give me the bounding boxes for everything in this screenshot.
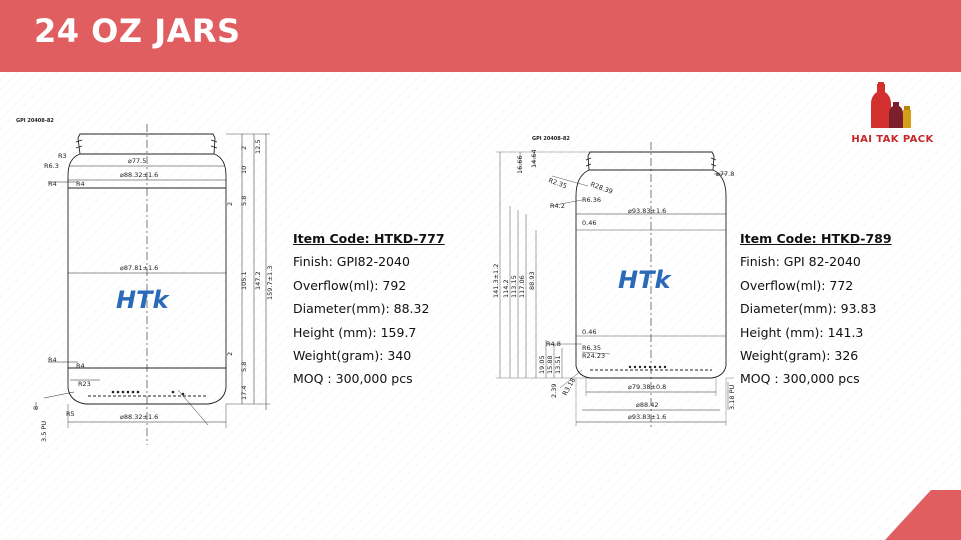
brand-name: HAI TAK PACK [851, 134, 934, 145]
dim-15-88: 15.88 [546, 355, 554, 374]
dim-r6-36: R6.36 [582, 196, 601, 204]
dim-3-5-pu: 3.5 PU [40, 420, 48, 442]
diameter-left: Diameter(mm): 88.32 [293, 301, 430, 317]
overflow-left: Overflow(ml): 792 [293, 277, 407, 293]
moq-right: MOQ : 300,000 pcs [740, 371, 860, 387]
dim-8: 8 [32, 405, 40, 410]
dim-5-8b: 5.8 [240, 361, 248, 372]
finish-label-right: GPI 20408-82 [532, 136, 570, 142]
dim-0-46a: 0.46 [582, 219, 597, 227]
dim-bottom-c: ⌀93.83±1.6 [628, 413, 667, 421]
item-code-right: Item Code: HTKD-789 [740, 231, 892, 246]
dim-shoulder-diameter-right: ⌀93.83±1.6 [628, 207, 667, 215]
finish-right: Finish: GPI 82-2040 [740, 254, 861, 270]
jar-left-specs [293, 227, 445, 391]
dim-159-7: 159.7±1.3 [266, 265, 274, 300]
height-left: Height (mm): 159.7 [293, 324, 417, 340]
dim-r4-2: R4.2 [550, 202, 565, 210]
dim-r63: R6.3 [44, 162, 59, 170]
dim-r4-8: R4.8 [546, 340, 561, 348]
page-title: 24 OZ JARS [34, 12, 241, 50]
dim-12-5: 12.5 [254, 139, 262, 154]
dim-r5: R5 [66, 410, 75, 418]
dim-2c: 2 [226, 351, 234, 356]
dim-147-2: 147.2 [254, 271, 262, 290]
dim-r24-23: R24.23 [582, 352, 606, 360]
dim-r4d: R4 [76, 362, 85, 370]
bottles-logo-icon [845, 82, 940, 132]
dim-17-4: 17.4 [240, 385, 248, 400]
weight-left: Weight(gram): 340 [293, 347, 412, 363]
dim-2b: 2 [226, 201, 234, 206]
dim-113-15: 113.15 [510, 275, 518, 298]
dim-0-46b: 0.46 [582, 328, 597, 336]
dim-r3-18: R3.18 [560, 376, 578, 397]
overflow-right: Overflow(ml): 772 [740, 277, 854, 293]
dim-r4c: R4 [48, 356, 57, 364]
dim-bottom-a: ⌀79.38±0.8 [628, 383, 667, 391]
dim-r3: R3 [58, 152, 67, 160]
jar-right-specs [740, 227, 892, 391]
jar-left-drawing [8, 110, 288, 455]
weight-right: Weight(gram): 326 [740, 347, 859, 363]
dim-3-18-pu: 3.18 PU [728, 384, 736, 410]
dim-105-1: 105.1 [240, 271, 248, 290]
hai-tak-pack-logo [845, 82, 940, 150]
dim-19-05: 19.05 [538, 355, 546, 374]
dim-body-diameter: ⌀87.81±1.6 [120, 264, 159, 272]
dim-5-8a: 5.8 [240, 195, 248, 206]
item-code-left: Item Code: HTKD-777 [293, 231, 445, 246]
height-right: Height (mm): 141.3 [740, 324, 864, 340]
dim-bottom-b: ⌀88.42 [636, 401, 659, 409]
title-banner [0, 0, 961, 72]
dim-117-06: 117.06 [518, 275, 526, 298]
dim-r4a: R4 [48, 180, 57, 188]
htk-brand-mark: HTk [116, 286, 169, 314]
diameter-right: Diameter(mm): 93.83 [740, 301, 877, 317]
dim-2a: 2 [240, 145, 248, 150]
htk-brand-mark-right: HTk [618, 266, 671, 294]
dim-88-93: 88.93 [528, 271, 536, 290]
dim-shoulder-diameter: ⌀88.32±1.6 [120, 171, 159, 179]
dim-r2-35: R2.35 [547, 176, 568, 191]
finish-label: GPI 20408-82 [16, 118, 54, 124]
dim-r6-35: R6.35 [582, 344, 601, 352]
jar-right-drawing [490, 130, 740, 435]
corner-decoration [885, 490, 961, 540]
dim-top-diameter: ⌀77.5 [128, 157, 147, 165]
dim-r28-39: R28.39 [589, 180, 614, 196]
dim-16-66: 16.66 [516, 155, 524, 174]
dim-bottom-diameter: ⌀88.32±1.6 [120, 413, 159, 421]
dim-141-3: 141.3±1.2 [492, 263, 500, 298]
dim-14-64: 14.64 [530, 149, 538, 168]
dim-10: 10 [240, 165, 248, 174]
dim-r4b: R4 [76, 180, 85, 188]
dim-neck-diameter: ⌀77.8 [716, 170, 735, 178]
dim-r23: R23 [78, 380, 91, 388]
finish-left: Finish: GPI82-2040 [293, 254, 410, 270]
moq-left: MOQ : 300,000 pcs [293, 371, 413, 387]
dim-13-51: 13.51 [554, 355, 562, 374]
dim-2-39: 2.39 [550, 383, 558, 398]
dim-114-2: 114.2 [502, 279, 510, 298]
